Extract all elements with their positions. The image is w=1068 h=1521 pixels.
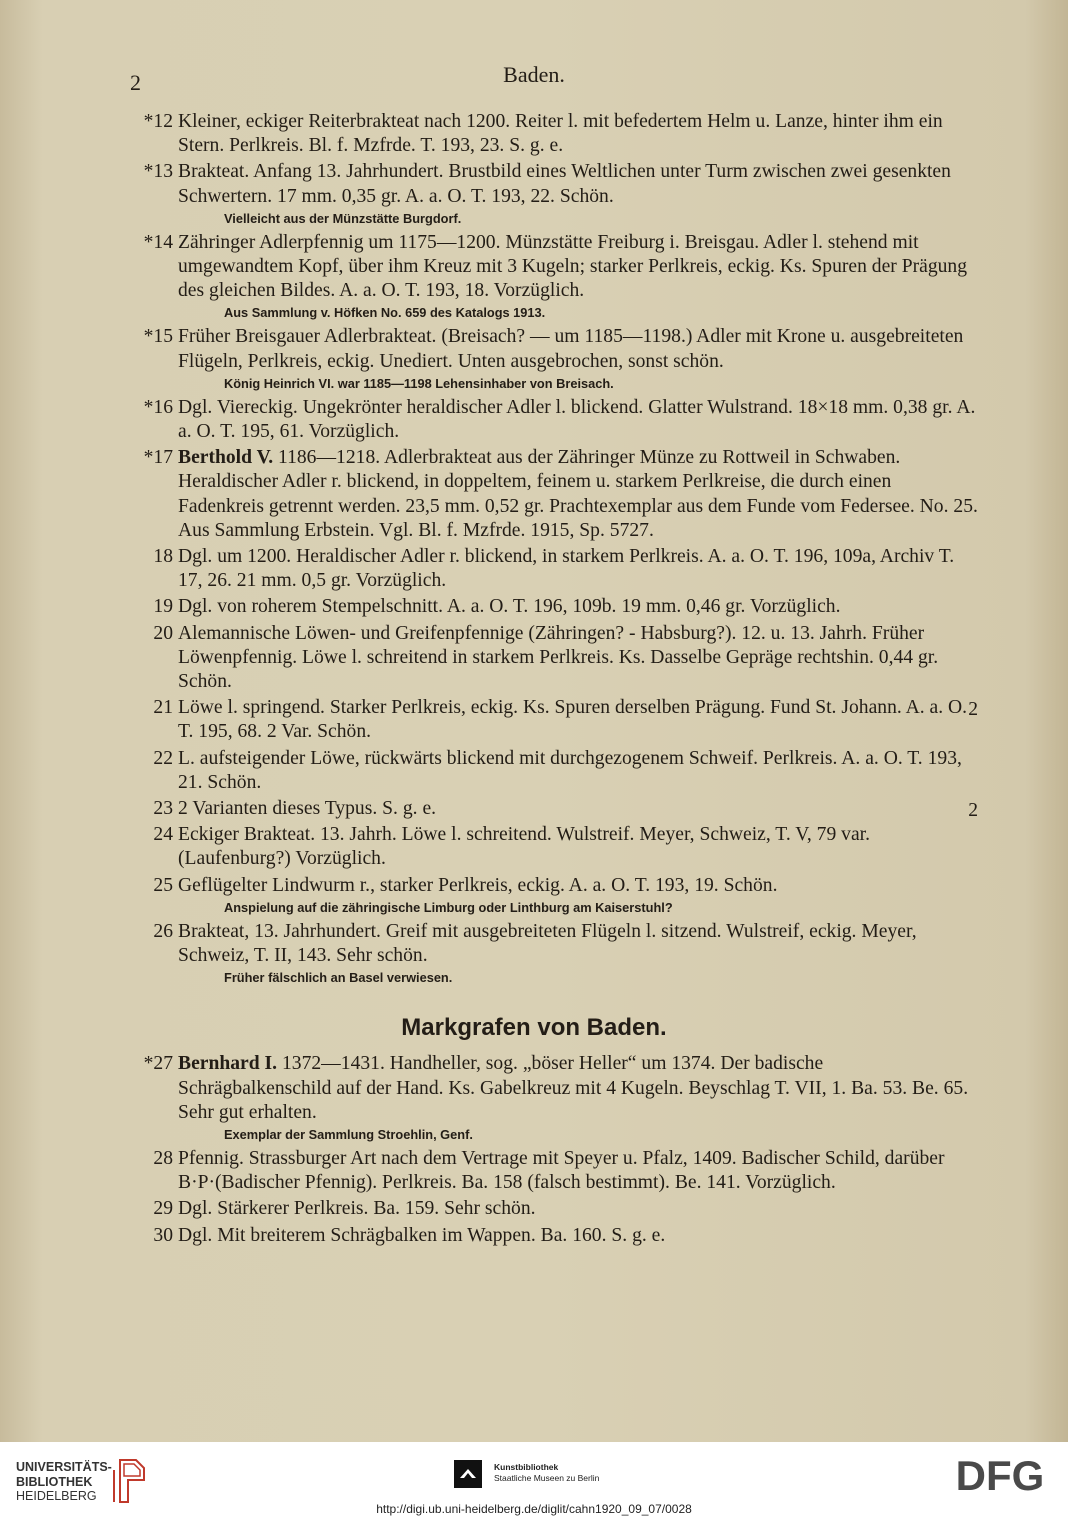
entry-number: *17 <box>143 447 173 469</box>
entry-description: Geflügelter Lindwurm r., starker Perlkreis, eckig. A. a. O. T. 193, 19. Schön. <box>178 874 778 896</box>
entry-number: 22 <box>153 747 173 769</box>
entry-number: 25 <box>153 874 173 896</box>
provenance-note: Vielleicht aus der Münzstätte Burgdorf. <box>224 210 462 226</box>
provenance-note: Exemplar der Sammlung Stroehlin, Genf. <box>224 1126 473 1142</box>
entry-number: 29 <box>153 1198 173 1220</box>
entry-number: 30 <box>153 1224 173 1246</box>
entry-description: Dgl. Stärkerer Perlkreis. Ba. 159. Sehr schön. <box>178 1198 536 1220</box>
entry-number: *15 <box>143 326 173 348</box>
dfg-text: DFG <box>955 1454 1045 1496</box>
kb-line: Kunstbibliothek <box>494 1462 559 1472</box>
footer-bar <box>0 1442 1068 1521</box>
kunstbibliothek-logo-icon <box>454 1460 482 1488</box>
library-line: UNIVERSITÄTS- <box>16 1460 112 1474</box>
entry-number: *13 <box>143 161 173 183</box>
catalog-entry <box>128 110 978 158</box>
entry-description: 2 Varianten dieses Typus. S. g. e. <box>178 798 437 820</box>
entry-number: 26 <box>153 920 173 942</box>
entry-number: 20 <box>153 622 173 644</box>
catalog-entry <box>128 160 978 208</box>
entry-description: Zähringer Adlerpfennig um 1175—1200. Münzstätte Freiburg i. Breisgau. Adler l. stehend mit umgewandtem Kopf, über ihm Kreuz mit 3 Kugeln; starker Perlkreis, eckig. Ks. Spuren der Prägung des gleichen Bildes. A. a. O. T. 193, 18. Vorzüglich. <box>178 231 968 302</box>
entry-description: Brakteat, 13. Jahrhundert. Greif mit ausgebreiteten Flügeln l. sitzend. Wulstreif, eckig. Meyer, Schweiz, T. II, 143. Sehr schön. <box>178 920 917 967</box>
catalog-entry <box>128 1052 978 1125</box>
library-logo-icon <box>106 1456 150 1506</box>
entry-number: 21 <box>153 697 173 719</box>
catalog-entry <box>128 622 978 695</box>
entry-description: Dgl. um 1200. Heraldischer Adler r. blickend, in starkem Perlkreis. A. a. O. T. 196, 109a, Archiv T. 17, 26. 21 mm. 0,5 gr. Vorzüglich. <box>178 546 955 592</box>
running-title: Baden. <box>503 62 565 87</box>
catalog-entry <box>128 874 978 898</box>
entry-number: *16 <box>143 396 173 418</box>
catalog-entry <box>128 823 978 871</box>
page-number: 2 <box>130 70 141 95</box>
provenance-note: Aus Sammlung v. Höfken No. 659 des Katalogs 1913. <box>224 305 546 321</box>
entry-description: Früher Breisgauer Adlerbrakteat. (Breisach? — um 1185—1198.) Adler mit Krone u. ausgebreiteten Flügeln, Perlkreis, eckig. Unediert. Unten ausgebrochen, sonst schön. <box>178 326 964 372</box>
catalog-entry <box>128 920 978 968</box>
catalog-entry <box>128 446 978 543</box>
kunstbibliothek-label <box>494 1462 599 1484</box>
catalog-entry <box>128 797 978 821</box>
entry-number: 23 <box>153 798 173 820</box>
entry-list-markgrafen <box>128 1052 978 1247</box>
entry-number: *14 <box>143 231 173 253</box>
catalog-entry <box>128 396 978 444</box>
catalog-entry <box>128 325 978 373</box>
entry-description: Kleiner, eckiger Reiterbrakteat nach 1200. Reiter l. mit befedertem Helm u. Lanze, hinter ihm ein Stern. Perlkreis. Bl. f. Mzfrde. T. 193, 23. S. g. e. <box>178 111 943 157</box>
catalog-entry <box>128 1147 978 1195</box>
catalog-entry <box>128 696 978 744</box>
catalog-entry <box>128 231 978 304</box>
entry-description: 1372—1431. Handheller, sog. „böser Heller“ um 1374. Der badische Schrägbalkenschild auf der Hand. Ks. Gabelkreuz mit 4 Kugeln. Beyschlag T. VII, 1. Ba. 53. Be. 65. Sehr gut erhalten. <box>178 1053 969 1123</box>
entry-description: Löwe l. springend. Starker Perlkreis, eckig. Ks. Spuren derselben Prägung. Fund St. Johann. A. a. O. T. 195, 68. 2 Var. Schön. <box>178 697 968 743</box>
entry-description: Dgl. Mit breiterem Schrägbalken im Wappen. Ba. 160. S. g. e. <box>178 1224 666 1246</box>
entry-description: Brakteat. Anfang 13. Jahrhundert. Brustbild eines Weltlichen unter Turm zwischen zwei gesenkten Schwertern. 17 mm. 0,35 gr. A. a. O. T. 193, 22. Schön. <box>178 161 951 207</box>
entry-number: 24 <box>153 824 173 846</box>
entry-list-baden <box>128 110 978 986</box>
dfg-logo-icon <box>948 1454 1052 1496</box>
section-heading: Markgrafen von Baden. <box>401 1014 667 1042</box>
entry-ruler: Bernhard I. <box>178 1053 278 1075</box>
catalog-entries <box>128 110 978 1250</box>
source-url[interactable]: http://digi.ub.uni-heidelberg.de/diglit/cahn1920_09_07/0028 <box>376 1502 692 1516</box>
catalog-entry <box>128 1197 978 1221</box>
library-line: BIBLIOTHEK <box>16 1474 93 1489</box>
entry-description: 1186—1218. Adlerbrakteat aus der Zähringer Münze zu Rottweil in Schwaben. Heraldischer Adler r. blickend, in doppeltem, feinem u. starkem Perlkreise, die durch einen Fadenkreis getrennt werden. 23,5 mm. 0,52 gr. Prachtexemplar aus dem Funde vom Federsee. No. 25. Aus Sammlung Erbstein. Vgl. Bl. f. Mzfrde. 1915, Sp. 5727. <box>178 447 978 541</box>
entry-description: Dgl. Viereckig. Ungekrönter heraldischer Adler l. blickend. Glatter Wulstrand. 18×18 mm. 0,38 gr. A. a. O. T. 195, 61. Vorzüglich. <box>178 396 976 443</box>
provenance-note: König Heinrich VI. war 1185—1198 Lehensinhaber von Breisach. <box>224 375 614 391</box>
entry-description: L. aufsteigender Löwe, rückwärts blickend mit durchgezogenem Schweif. Perlkreis. A. a. O. T. 193, 21. Schön. <box>178 747 962 793</box>
catalog-entry <box>128 1224 978 1248</box>
entry-number: 28 <box>153 1147 173 1169</box>
entry-description: Alemannische Löwen- und Greifenpfennige (Zähringen? - Habsburg?). 12. u. 13. Jahrh. Früher Löwenpfennig. Löwe l. schreitend in starkem Perlkreis. Ks. Dasselbe Gepräge rechtshin. 0,44 gr. Schön. <box>178 622 939 693</box>
entry-number: *12 <box>143 111 173 132</box>
library-name <box>16 1460 112 1504</box>
entry-description: Eckiger Brakteat. 13. Jahrh. Löwe l. schreitend. Wulstreif. Meyer, Schweiz, T. V, 79 var. (Laufenburg?) Vorzüglich. <box>178 824 871 870</box>
kb-line: Staatliche Museen zu Berlin <box>494 1473 600 1483</box>
entry-description: Pfennig. Strassburger Art nach dem Vertrage mit Speyer u. Pfalz, 1409. Badischer Schild, darüber B·P·(Badischer Pfennig). Perlkreis. Ba. 158 (falsch bestimmt). Be. 141. Vorzüglich. <box>178 1147 945 1194</box>
catalog-entry <box>128 747 978 795</box>
catalog-entry <box>128 595 978 619</box>
entry-count: 2 <box>968 800 978 822</box>
entry-number: *27 <box>143 1053 173 1075</box>
entry-number: 18 <box>153 546 173 568</box>
entry-ruler: Berthold V. <box>178 447 274 469</box>
entry-number: 19 <box>153 596 173 618</box>
entry-description: Dgl. von roherem Stempelschnitt. A. a. O. T. 196, 109b. 19 mm. 0,46 gr. Vorzüglich. <box>178 596 841 618</box>
catalog-entry <box>128 545 978 593</box>
provenance-note: Früher fälschlich an Basel verwiesen. <box>224 970 453 986</box>
entry-count: 2 <box>968 699 978 721</box>
library-line: HEIDELBERG <box>16 1489 97 1503</box>
provenance-note: Anspielung auf die zähringische Limburg oder Linthburg am Kaiserstuhl? <box>224 899 673 915</box>
